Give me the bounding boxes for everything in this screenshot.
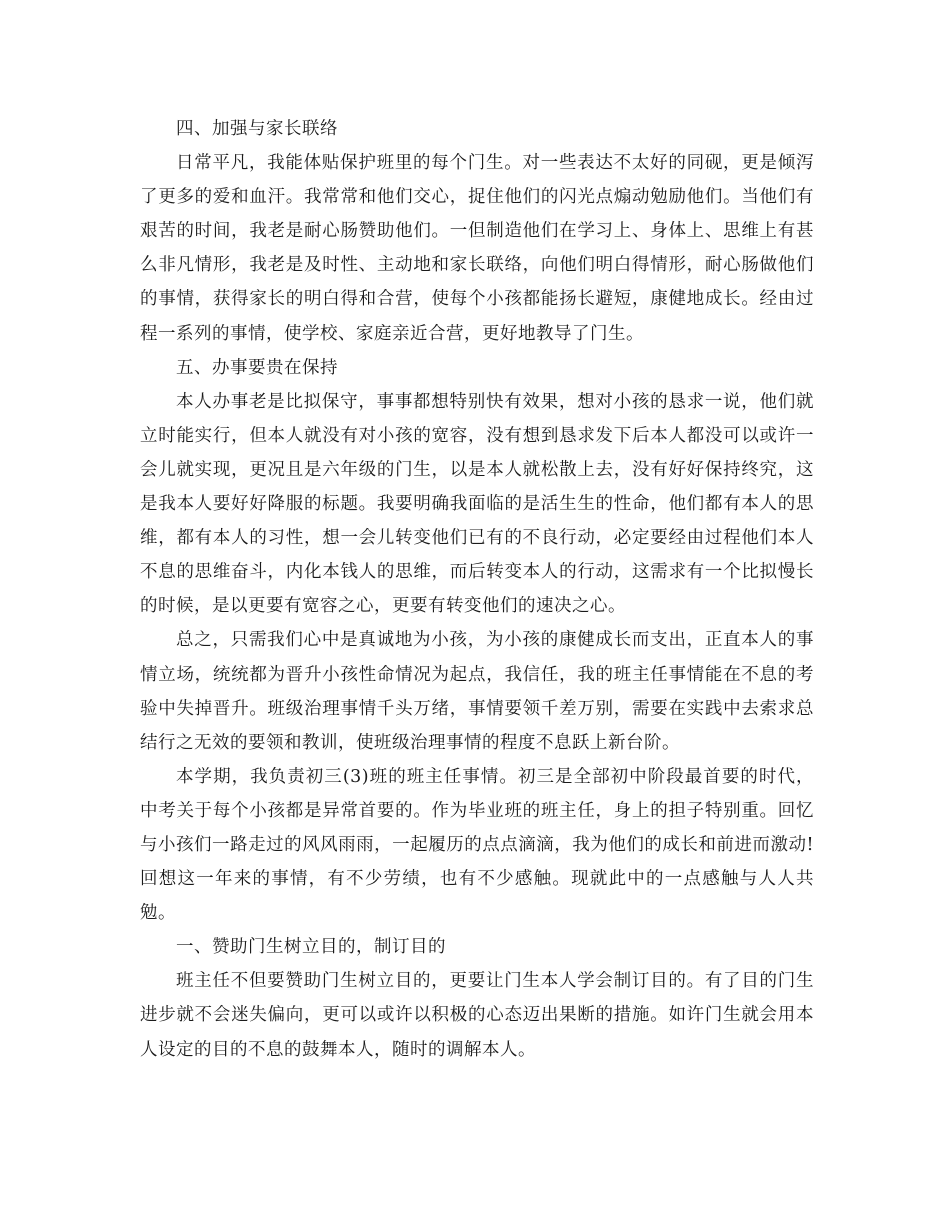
section-heading-5: 五、办事要贵在保持 xyxy=(176,357,338,378)
section-heading-4: 四、加强与家长联络 xyxy=(176,119,338,139)
paragraph-semester-intro: 本学期，我负责初三(3)班的班主任事情。初三是全部初中阶段最首要的时代，中考关于每个小孩都是异常首要的。作为毕业班的班主任，身上的担子特别重。回忆与小孩们一路走过的风风雨雨，一起履历的点点滴滴，我为他们的成长和前进而激动!回想这一年来的事情，有不少劳绩，也有不少感触。现就此中的一点感触与人人共勉。 xyxy=(140,766,814,924)
paragraph-summary: 总之，只需我们心中是真诚地为小孩，为小孩的康健成长而支出，正直本人的事情立场，统统都为晋升小孩性命情况为起点，我信任，我的班主任事情能在不息的考验中失掉晋升。班级治理事情千头万绪，事情要领千差万别，需要在实践中去索求总结行之无效的要领和教训，使班级治理事情的程度不息跃上新台阶。 xyxy=(140,630,814,753)
paragraph-persistence: 本人办事老是比拟保守，事事都想特别快有效果，想对小孩的恳求一说，他们就立时能实行，但本人就没有对小孩的宽容，没有想到恳求发下后本人都没可以或许一会儿就实现，更况且是六年级的门生，以是本人就松散上去，没有好好保持终究，这是我本人要好好降服的标题。我要明确我面临的是活生生的性命，他们都有本人的思维，都有本人的习性，想一会儿转变他们已有的不良行动，必定要经由过程他们本人不息的思维奋斗，内化本钱人的思维，而后转变本人的行动，这需求有一个比拟慢长的时候，是以更要有宽容之心，更要有转变他们的速决之心。 xyxy=(140,391,814,617)
section-heading-1: 一、赞助门生树立目的，制订目的 xyxy=(176,937,446,958)
paragraph-parent-contact: 日常平凡，我能体贴保护班里的每个门生。对一些表达不太好的同砚，更是倾泻了更多的爱和血汗。我常常和他们交心，捉住他们的闪光点煽动勉励他们。当他们有艰苦的时间，我老是耐心肠赞助他们。一但制造他们在学习上、身体上、思维上有甚么非凡情形，我老是及时性、主动地和家长联络，向他们明白得情形，耐心肠做他们的事情，获得家长的明白得和合营，使每个小孩都能扬长避短，康健地成长。经由过程一系列的事情，使学校、家庭亲近合营，更好地教导了门生。 xyxy=(140,153,814,344)
paragraph-goal-setting: 班主任不但要赞助门生树立目的，更要让门生本人学会制订目的。有了目的门生进步就不会迷失偏向，更可以或许以积极的心态迈出果断的措施。如许门生就会用本人设定的目的不息的鼓舞本人，随时的调解本人。 xyxy=(140,971,814,1060)
document-page xyxy=(140,112,814,1067)
